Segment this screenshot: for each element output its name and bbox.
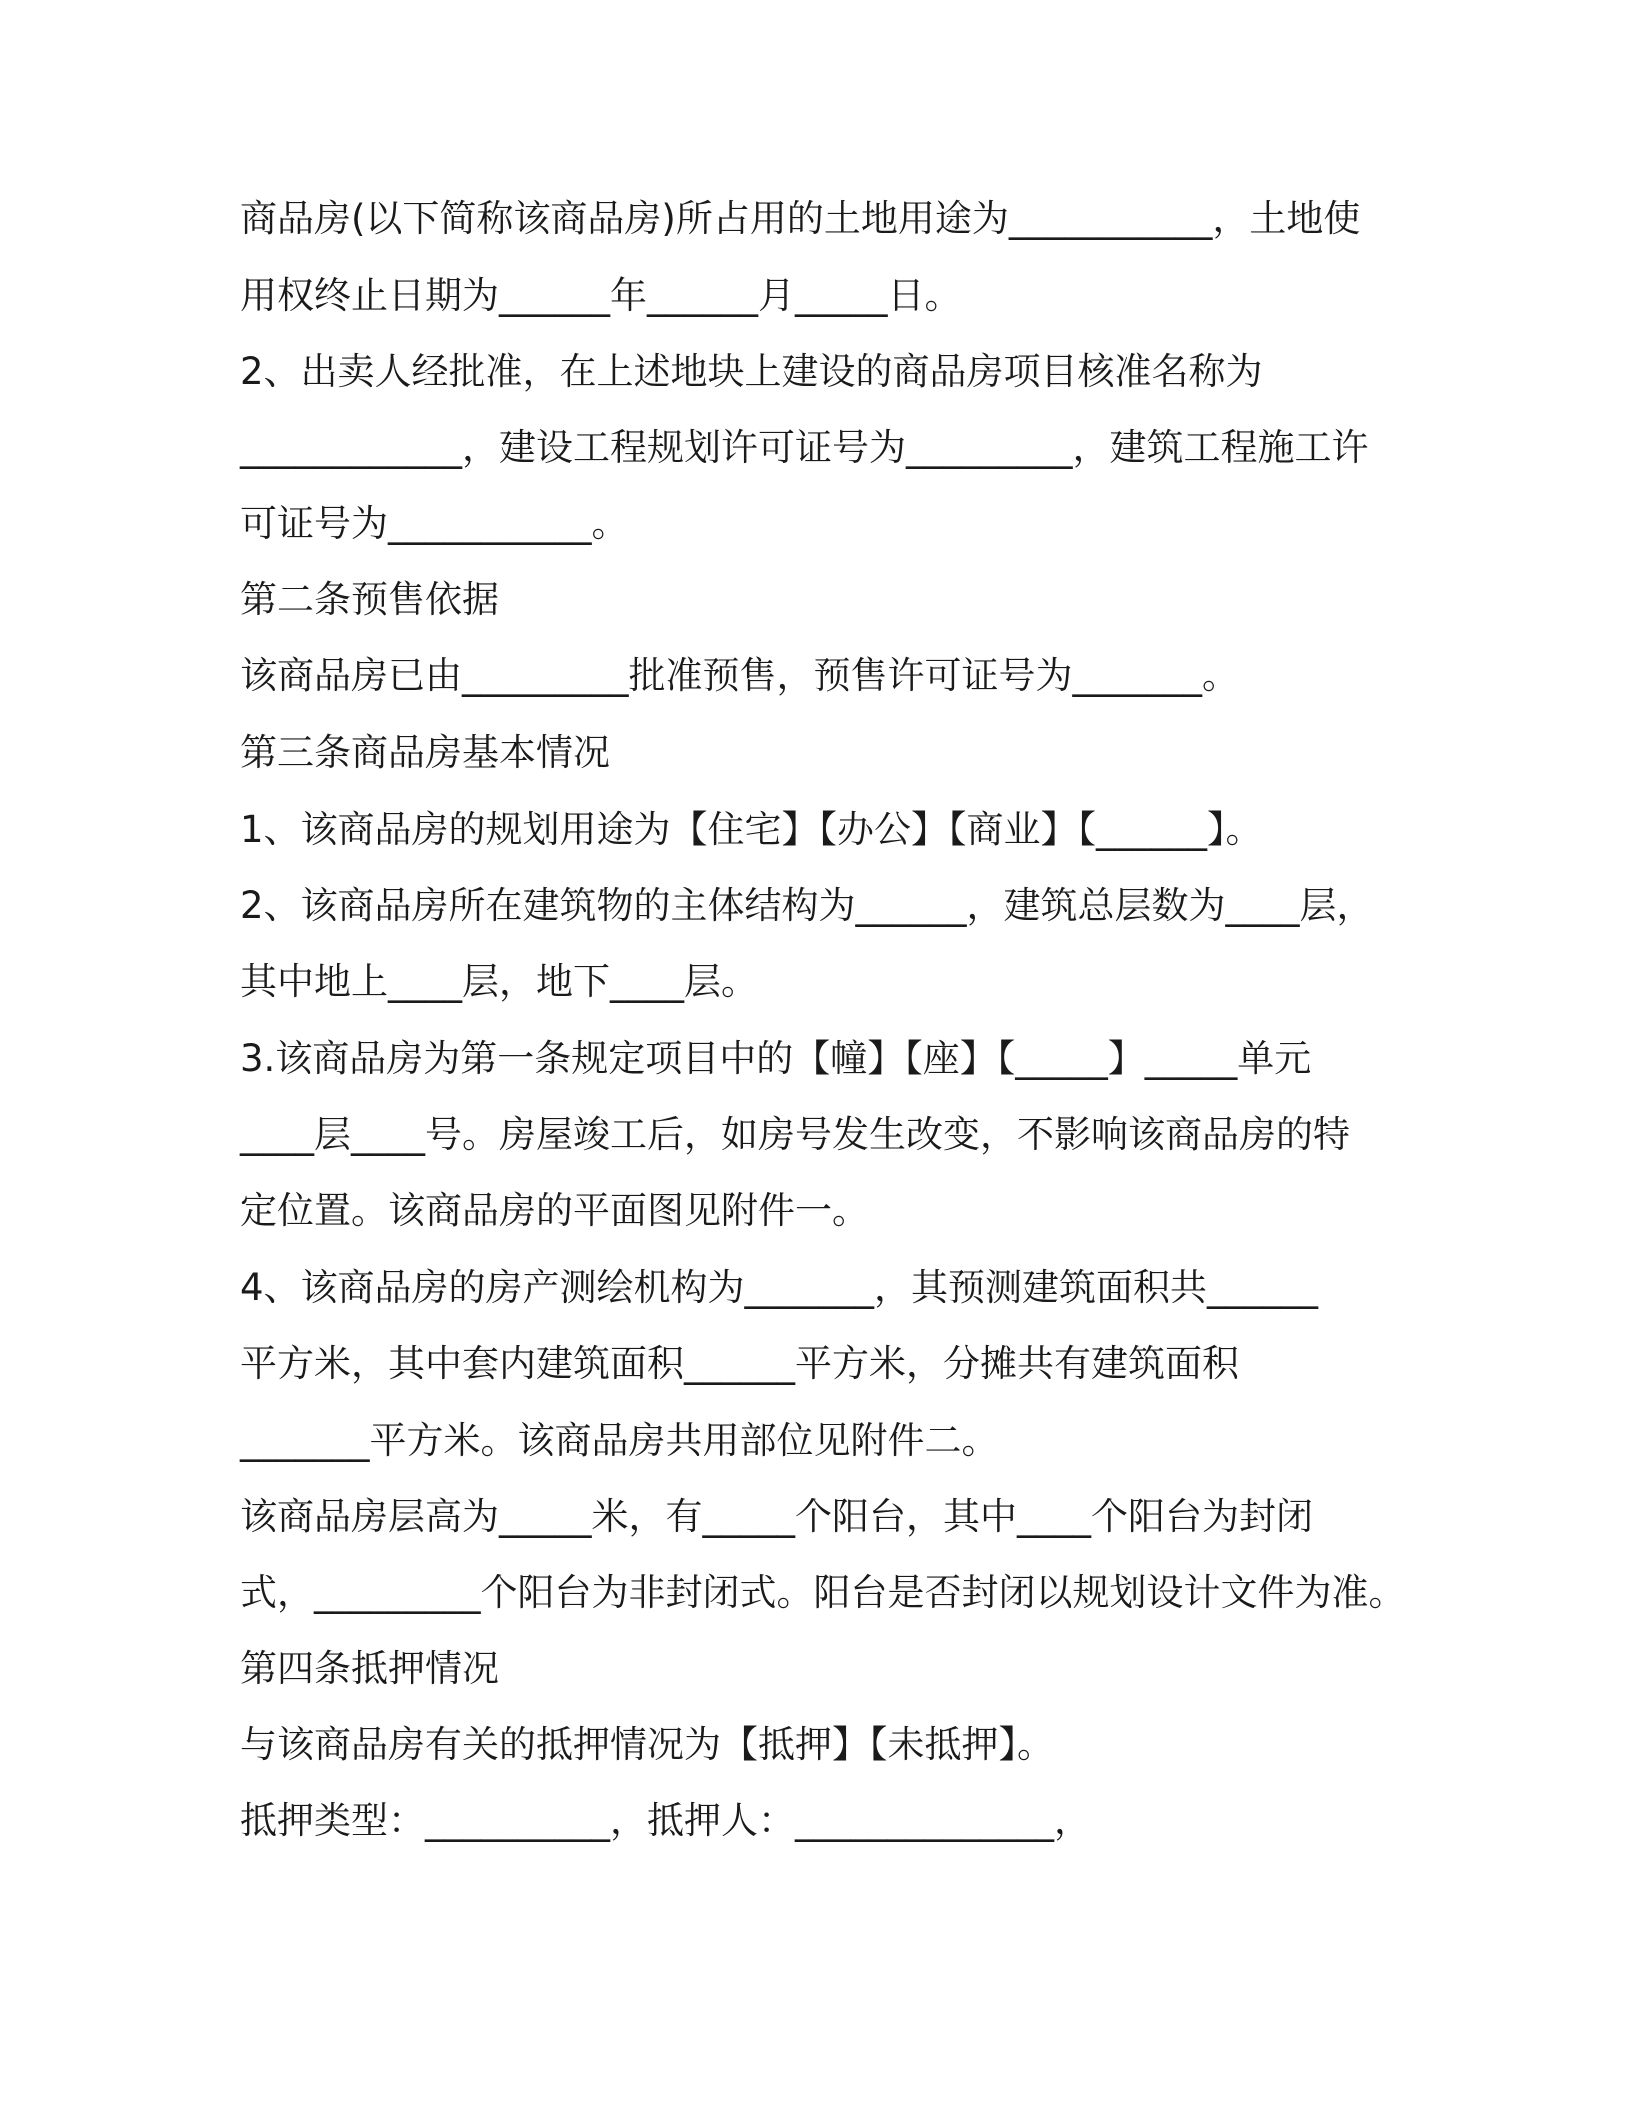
text-line-floor-plan: 定位置。该商品房的平面图见附件一。 — [240, 1189, 869, 1232]
text-line-floors: 其中地上____层，地下____层。 — [240, 960, 758, 1003]
text-line-presale-permit: 该商品房已由_________批准预售，预售许可证号为_______。 — [240, 654, 1239, 697]
section-heading-basic-info: 第三条商品房基本情况 — [240, 731, 610, 774]
text-line-unit-location: 3.该商品房为第一条规定项目中的【幢】【座】【_____】_____单元 — [240, 1037, 1312, 1080]
text-line-project-approval: 2、出卖人经批准，在上述地块上建设的商品房项目核准名称为 — [240, 350, 1263, 393]
text-line-planning-permit: ____________，建设工程规划许可证号为_________，建筑工程施工许 — [240, 426, 1369, 469]
text-line-room-number: ____层____号。房屋竣工后，如房号发生改变，不影响该商品房的特 — [240, 1113, 1350, 1156]
section-heading-presale-basis: 第二条预售依据 — [240, 578, 499, 621]
text-line-construction-permit: 可证号为___________。 — [240, 502, 629, 545]
text-line-planned-use: 1、该商品房的规划用途为【住宅】【办公】【商业】【______】。 — [240, 808, 1263, 851]
text-line-balcony: 该商品房层高为_____米，有_____个阳台，其中____个阳台为封闭 — [240, 1495, 1313, 1538]
text-line-structure: 2、该商品房所在建筑物的主体结构为______，建筑总层数为____层， — [240, 884, 1374, 927]
text-line-mortgage-status: 与该商品房有关的抵押情况为【抵押】【未抵押】。 — [240, 1723, 1054, 1766]
text-line-shared-area: _______平方米。该商品房共用部位见附件二。 — [240, 1419, 999, 1462]
text-line-inner-area: 平方米，其中套内建筑面积______平方米，分摊共有建筑面积 — [240, 1342, 1239, 1385]
text-line-mortgage-type: 抵押类型：__________，抵押人：______________， — [240, 1799, 1091, 1842]
text-line-land-use: 商品房(以下简称该商品房)所占用的土地用途为___________，土地使 — [240, 197, 1361, 240]
text-line-balcony-open: 式，_________个阳台为非封闭式。阳台是否封闭以规划设计文件为准。 — [240, 1571, 1406, 1614]
text-line-land-term: 用权终止日期为______年______月_____日。 — [240, 274, 962, 317]
section-heading-mortgage: 第四条抵押情况 — [240, 1647, 499, 1690]
text-line-surveyor: 4、该商品房的房产测绘机构为_______，其预测建筑面积共______ — [240, 1266, 1319, 1309]
